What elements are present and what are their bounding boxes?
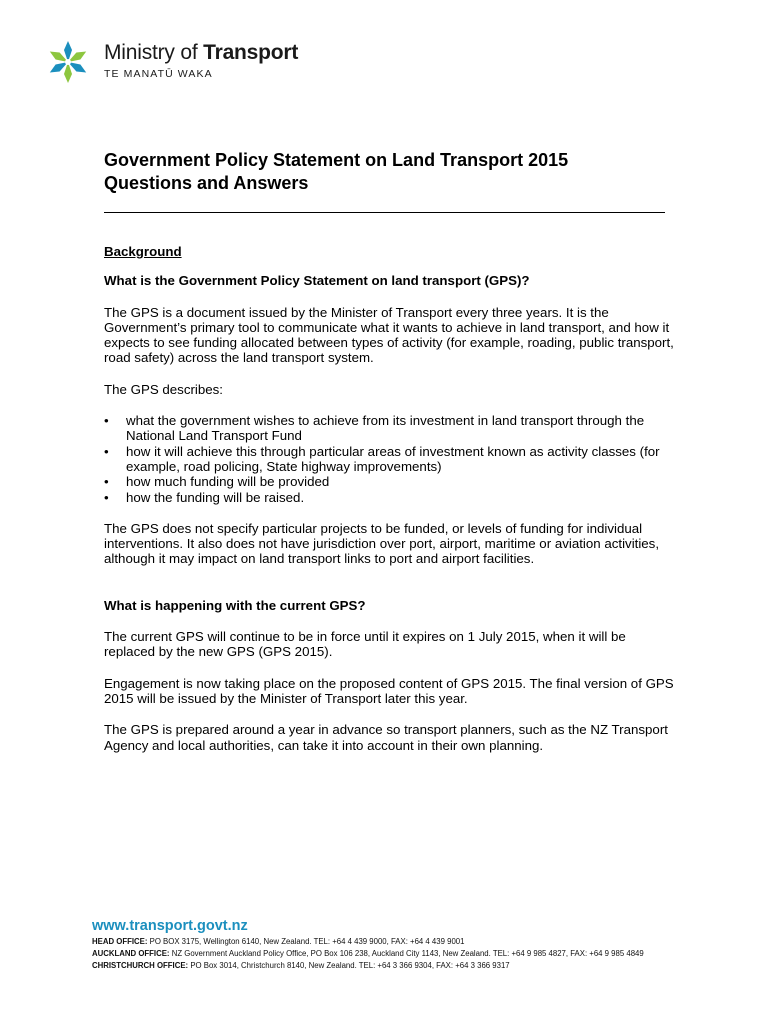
background-heading: Background <box>104 244 182 259</box>
footer-christchurch-office <box>92 960 692 972</box>
footer-head-office <box>92 936 692 948</box>
list-item: • how much funding will be provided <box>104 474 674 489</box>
footer <box>92 917 692 972</box>
logo-title-prefix: Ministry of <box>104 41 204 64</box>
paragraph-current-gps: The current GPS will continue to be in force until it expires on 1 July 2015, when it will be replaced by the new GPS (GPS 2015). <box>104 629 626 660</box>
logo-subtitle: TE MANATŪ WAKA <box>104 68 213 80</box>
ministry-logo-icon <box>40 40 96 84</box>
list-item: • how the funding will be raised. <box>104 490 674 505</box>
question-what-is-gps: What is the Government Policy Statement on land transport (GPS)? <box>104 273 530 289</box>
document-body <box>104 244 674 753</box>
paragraph-gps-scope: The GPS does not specify particular projects to be funded, or levels of funding for individual interventions. It also does not have jurisdiction over port, airport, maritime or aviation activities, although it may impact on land transport links to port and airport facilities. <box>104 520 660 567</box>
footer-christchurch-office-label: CHRISTCHURCH OFFICE: <box>92 961 189 970</box>
footer-head-office-text: PO BOX 3175, Wellington 6140, New Zealand. TEL: +64 4 439 9000, FAX: +64 4 439 9001 <box>147 937 465 946</box>
footer-auckland-office-label: AUCKLAND OFFICE: <box>92 949 170 958</box>
paragraph-gps-describes: The GPS describes: <box>104 381 223 397</box>
logo-title <box>104 41 298 65</box>
footer-auckland-office-text: NZ Government Auckland Policy Office, PO Box 106 238, Auckland City 1143, New Zealand. TEL: +64 9 985 4827, FAX: +64 9 985 4849 <box>169 949 644 958</box>
list-item: • what the government wishes to achieve from its investment in land transport through the National Land Transport Fund <box>104 413 674 444</box>
paragraph-gps-definition: The GPS is a document issued by the Minister of Transport every three years. It is the Government’s primary tool to communicate what it wants to achieve in land transport, and how it expects to see funding allocated between types of activity (for example, roading, public transport, road safety) across the land transport system. <box>104 304 674 366</box>
question-current-gps: What is happening with the current GPS? <box>104 597 366 613</box>
list-item: • how it will achieve this through particular areas of investment known as activity classes (for example, road policing, State highway improvements) <box>104 444 674 475</box>
document-title-line2: Questions and Answers <box>104 173 309 193</box>
paragraph-engagement: Engagement is now taking place on the proposed content of GPS 2015. The final version of GPS 2015 will be issued by the Minister of Transport later this year. <box>104 675 674 706</box>
document-title <box>104 149 684 195</box>
title-divider <box>104 212 665 213</box>
gps-describes-list <box>104 413 674 505</box>
paragraph-planning: The GPS is prepared around a year in advance so transport planners, such as the NZ Transport Agency and local authorities, can take it into account in their own planning. <box>104 722 668 753</box>
ministry-logo <box>40 40 330 86</box>
logo-text <box>104 41 298 81</box>
document-title-line1: Government Policy Statement on Land Transport 2015 <box>104 150 569 170</box>
footer-head-office-label: HEAD OFFICE: <box>92 937 148 946</box>
footer-christchurch-office-text: PO Box 3014, Christchurch 8140, New Zealand. TEL: +64 3 366 9304, FAX: +64 3 366 9317 <box>188 961 510 970</box>
footer-auckland-office <box>92 948 692 960</box>
footer-offices <box>92 936 692 972</box>
logo-title-bold: Transport <box>203 41 299 64</box>
footer-website-link[interactable]: www.transport.govt.nz <box>92 918 248 934</box>
